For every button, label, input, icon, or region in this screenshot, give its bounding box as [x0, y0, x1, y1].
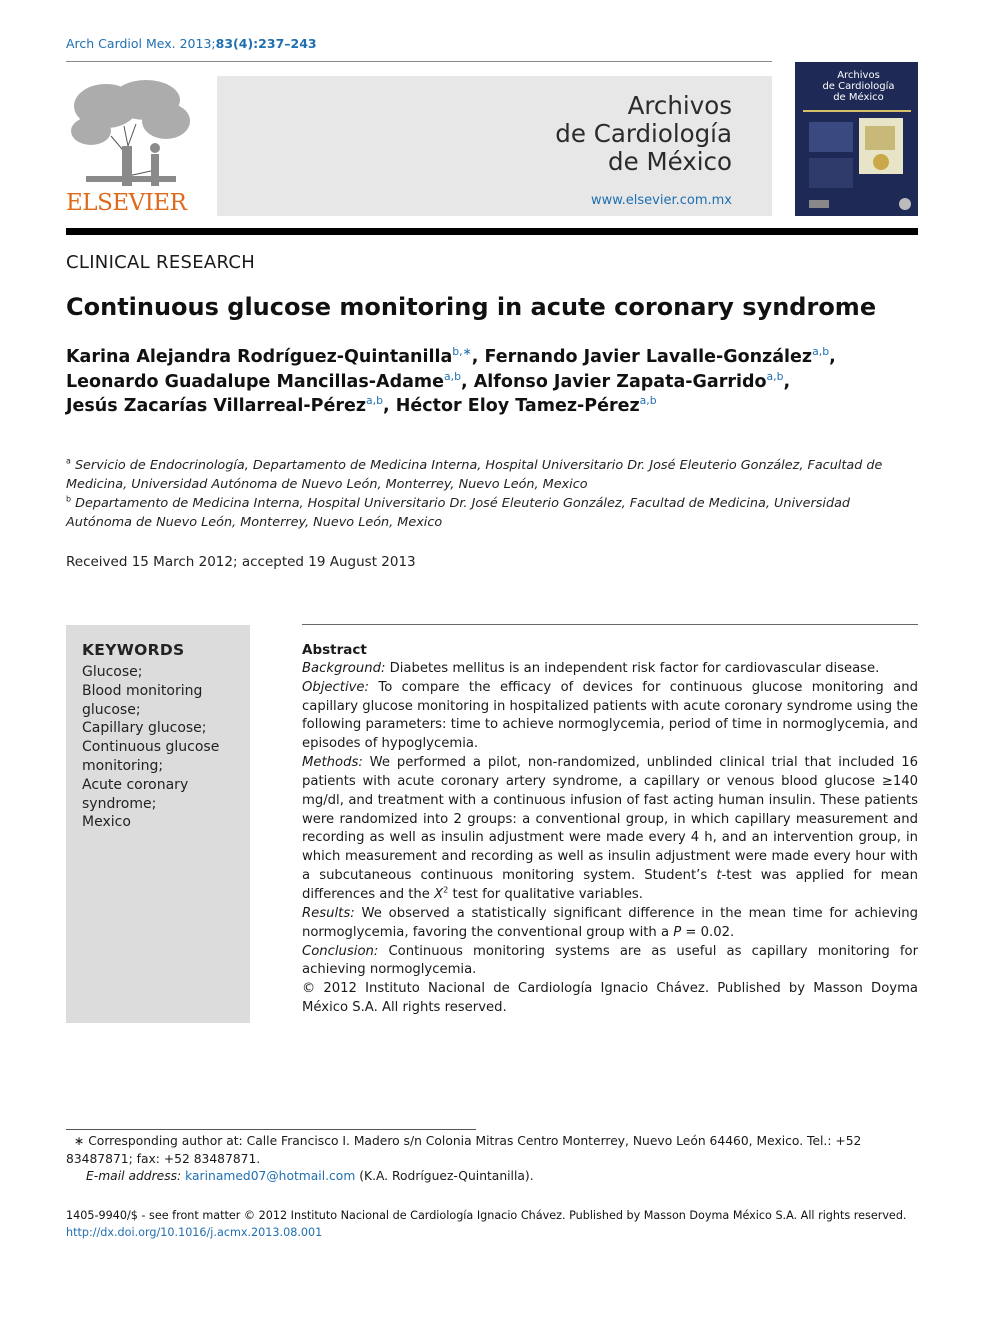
- header-thick-rule: [66, 228, 918, 235]
- author-name: Fernando Javier Lavalle-González: [484, 347, 813, 367]
- cover-title: Archivos de Cardiología de México: [822, 70, 895, 103]
- author-affiliation-mark[interactable]: a,b: [366, 394, 383, 408]
- issn-line: 1405-9940/$ - see front matter © 2012 Instituto Nacional de Cardiología Ignacio Chávez. Published by Masson Doyma México S.A. All rights reserved.: [66, 1209, 907, 1222]
- author-line: Jesús Zacarías Villarreal-Pérez$^{a,b}$, Héctor Eloy Tamez-Pérez$^{a,b}$: [66, 394, 657, 416]
- author-affiliation-mark[interactable]: b,∗: [452, 345, 472, 359]
- journal-volume: 83: [215, 36, 234, 51]
- issn-block: [66, 1207, 918, 1241]
- keyword-item: monitoring;: [82, 757, 164, 774]
- journal-url-link[interactable]: www.elsevier.com.mx: [590, 193, 732, 208]
- journal-year: 2013;: [179, 36, 216, 51]
- keyword-item: Blood monitoring: [82, 682, 203, 699]
- doi-link[interactable]: http://dx.doi.org/10.1016/j.acmx.2013.08.001: [66, 1226, 323, 1239]
- corresponding-author-note: ∗ Corresponding author at: Calle Francisco I. Madero s/n Colonia Mitras Centro Monterrey, Nuevo León 64460, Mexico. Tel.: +52 83487871; fax: +52 83487871.: [66, 1134, 862, 1166]
- affiliations: [66, 456, 916, 532]
- author-affiliation-mark[interactable]: a,b: [639, 394, 657, 408]
- author-name: Leonardo Guadalupe Mancillas-Adame: [66, 371, 445, 392]
- abstract-heading: Abstract: [302, 642, 367, 658]
- abstract-rule: [302, 624, 918, 625]
- keyword-item: Continuous glucose: [82, 739, 220, 756]
- author-list: [66, 345, 926, 419]
- author-line: Leonardo Guadalupe Mancillas-Adame$^{a,b}$, Alfonso Javier Zapata-Garrido$^{a,b}$,: [66, 369, 791, 392]
- journal-banner: [217, 76, 772, 216]
- author-affiliation-mark[interactable]: a,b: [812, 345, 830, 359]
- keywords-list: [82, 663, 242, 832]
- author-line: Karina Alejandra Rodríguez-Quintanilla$^{b,∗}$, Fernando Javier Lavalle-González$^{a,b}$,: [66, 345, 836, 367]
- email-line: E-mail address: karinamed07@hotmail.com (K.A. Rodríguez-Quintanilla).: [86, 1169, 534, 1183]
- journal-title: Archivos de Cardiología de México: [555, 91, 732, 176]
- author-name: Héctor Eloy Tamez-Pérez: [395, 396, 640, 416]
- journal-cover: [795, 62, 918, 216]
- keyword-item: Glucose;: [82, 664, 143, 680]
- author-name: Jesús Zacarías Villarreal-Pérez: [66, 396, 367, 416]
- author-name: Alfonso Javier Zapata-Garrido: [473, 371, 767, 392]
- elsevier-wordmark: ELSEVIER: [66, 190, 187, 216]
- abstract-copyright: © 2012 Instituto Nacional de Cardiología Ignacio Chávez. Published by Masson Doyma México S.A. All rights reserved.: [302, 981, 918, 1016]
- abstract-objective: Objective: To compare the efficacy of devices for continuous glucose monitoring and capillary glucose monitoring in hospitalized patients with acute coronary syndrome using the following parameters: time to achieve normoglycemia, period of time in normoglycemia, and episodes of hypoglycemia.: [302, 679, 918, 752]
- keywords-heading: KEYWORDS: [82, 641, 185, 659]
- keyword-item: Acute coronary: [82, 776, 189, 793]
- keyword-item: glucose;: [82, 701, 141, 718]
- affiliation-a: $^a$ Servicio de Endocrinología, Departamento de Medicina Interna, Hospital Universitario Dr. José Eleuterio González, Facultad de Medicina, Universidad Autónoma de Nuevo León, Monterrey, Nuevo León, Mexico: [66, 456, 883, 492]
- journal-issue: (4): [233, 36, 254, 51]
- author-affiliation-mark[interactable]: a,b: [444, 369, 462, 383]
- keyword-item: Mexico: [82, 814, 131, 831]
- abstract-background: Background: Diabetes mellitus is an independent risk factor for cardiovascular disease.: [302, 660, 880, 676]
- footnote: [66, 1133, 918, 1186]
- abstract-methods: Methods: We performed a pilot, non-randomized, unblinded clinical trial that included 16 patients with acute coronary artery syndrome, a capillary or venous blood glucose ≥140 mg/dl, and treatment with a continuous infusion of fast acting human insulin. These patients were randomized into 2 groups: a conventional group, in which capillary measurement and recording as well as insulin adjustment were made every 4 h, and an intervention group, in which measurement and recording as well as insulin adjustment were made every hour with a subcutaneous continuous monitoring system. Student’s t-test was applied for mean differences and the $X^2$ test for qualitative variables.: [302, 755, 918, 902]
- article-title: Continuous glucose monitoring in acute coronary syndrome: [66, 293, 877, 321]
- received-dates: Received 15 March 2012; accepted 19 August 2013: [66, 554, 416, 570]
- elsevier-logo: [66, 76, 196, 216]
- abstract-conclusion: Conclusion: Continuous monitoring systems are as useful as capillary monitoring for achieving normoglycemia.: [302, 943, 918, 978]
- keyword-item: syndrome;: [82, 795, 157, 812]
- keywords-box: [66, 625, 250, 1023]
- journal-pages: :237–243: [253, 36, 317, 51]
- author-affiliation-mark[interactable]: a,b: [766, 369, 784, 383]
- header-rule: [66, 61, 772, 62]
- keyword-item: Capillary glucose;: [82, 720, 207, 737]
- journal-citation[interactable]: [66, 36, 317, 51]
- cover-artwork-icon: [795, 62, 918, 216]
- affiliation-b: $^b$ Departamento de Medicina Interna, Hospital Universitario Dr. José Eleuterio González, Facultad de Medicina, Universidad Autónoma de Nuevo León, Monterrey, Nuevo León, Mexico: [66, 494, 851, 530]
- email-link[interactable]: karinamed07@hotmail.com: [185, 1169, 356, 1183]
- tree-of-knowledge-icon: [66, 76, 196, 188]
- journal-abbrev: Arch Cardiol Mex.: [66, 36, 176, 51]
- footnote-rule: [66, 1129, 476, 1130]
- author-name: Karina Alejandra Rodríguez-Quintanilla: [66, 347, 453, 367]
- abstract: [302, 641, 918, 1018]
- abstract-results: Results: We observed a statistically significant difference in the mean time for achieving normoglycemia, favoring the conventional group with a P = 0.02.: [302, 905, 918, 940]
- section-label: CLINICAL RESEARCH: [66, 252, 256, 273]
